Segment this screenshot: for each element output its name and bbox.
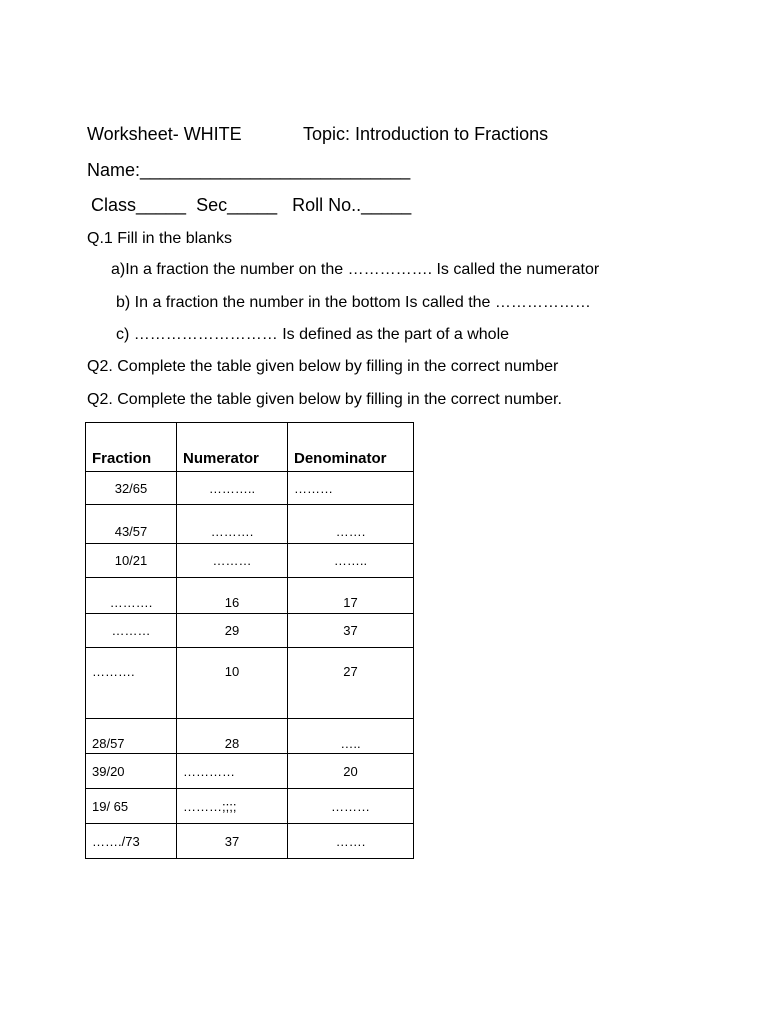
cell-numerator: ………;;;; bbox=[177, 789, 288, 824]
cell-numerator: 16 bbox=[177, 578, 288, 614]
table-row bbox=[86, 544, 414, 578]
cell-denominator: ……. bbox=[288, 824, 414, 859]
cell-fraction: 32/65 bbox=[86, 472, 177, 505]
table-row bbox=[86, 789, 414, 824]
cell-fraction: ………. bbox=[86, 578, 177, 614]
cell-denominator: 17 bbox=[288, 578, 414, 614]
q1-item-c: c) ……………………… Is defined as the part of a whole bbox=[116, 326, 510, 343]
cell-denominator: ……. bbox=[288, 505, 414, 544]
cell-fraction: 10/21 bbox=[86, 544, 177, 578]
q1-item-b: b) In a fraction the number in the bottom Is called the ……………… bbox=[116, 294, 591, 311]
fraction-table bbox=[85, 422, 414, 859]
cell-fraction: ……… bbox=[86, 614, 177, 648]
worksheet-label: Worksheet- WHITE bbox=[87, 124, 242, 144]
cell-fraction: 28/57 bbox=[86, 719, 177, 754]
cell-numerator: ……… bbox=[177, 544, 288, 578]
q1-item-a: a)In a fraction the number on the ……………. Is called the numerator bbox=[111, 261, 600, 278]
topic-label: Topic: Introduction to Fractions bbox=[303, 124, 549, 144]
cell-fraction: 43/57 bbox=[86, 505, 177, 544]
cell-denominator: 20 bbox=[288, 754, 414, 789]
table-row bbox=[86, 614, 414, 648]
cell-numerator: ………… bbox=[177, 754, 288, 789]
header-numerator: Numerator bbox=[177, 423, 288, 472]
cell-numerator: 29 bbox=[177, 614, 288, 648]
cell-denominator: ….. bbox=[288, 719, 414, 754]
cell-numerator: 28 bbox=[177, 719, 288, 754]
class-sec-roll-line: Class_____ Sec_____ Roll No.._____ bbox=[91, 195, 412, 215]
cell-fraction: ……./73 bbox=[86, 824, 177, 859]
table-row bbox=[86, 505, 414, 544]
table-row bbox=[86, 472, 414, 505]
cell-fraction: 39/20 bbox=[86, 754, 177, 789]
cell-numerator: 37 bbox=[177, 824, 288, 859]
cell-fraction: ………. bbox=[86, 648, 177, 719]
header-fraction: Fraction bbox=[86, 423, 177, 472]
cell-denominator: ……… bbox=[288, 472, 414, 505]
cell-numerator: ……….. bbox=[177, 472, 288, 505]
cell-denominator: 27 bbox=[288, 648, 414, 719]
cell-denominator: …….. bbox=[288, 544, 414, 578]
table-row bbox=[86, 648, 414, 719]
header-denominator: Denominator bbox=[288, 423, 414, 472]
q2-instruction-2: Q2. Complete the table given below by filling in the correct number. bbox=[87, 391, 562, 408]
table-row bbox=[86, 824, 414, 859]
cell-fraction: 19/ 65 bbox=[86, 789, 177, 824]
name-field: Name:___________________________ bbox=[87, 160, 411, 180]
table-row bbox=[86, 578, 414, 614]
cell-numerator: 10 bbox=[177, 648, 288, 719]
q2-instruction-1: Q2. Complete the table given below by filling in the correct number bbox=[87, 358, 559, 375]
cell-denominator: ……… bbox=[288, 789, 414, 824]
q1-title: Q.1 Fill in the blanks bbox=[87, 230, 232, 247]
table-row bbox=[86, 754, 414, 789]
table-header-row bbox=[86, 423, 414, 472]
table-row bbox=[86, 719, 414, 754]
cell-numerator: ………. bbox=[177, 505, 288, 544]
cell-denominator: 37 bbox=[288, 614, 414, 648]
